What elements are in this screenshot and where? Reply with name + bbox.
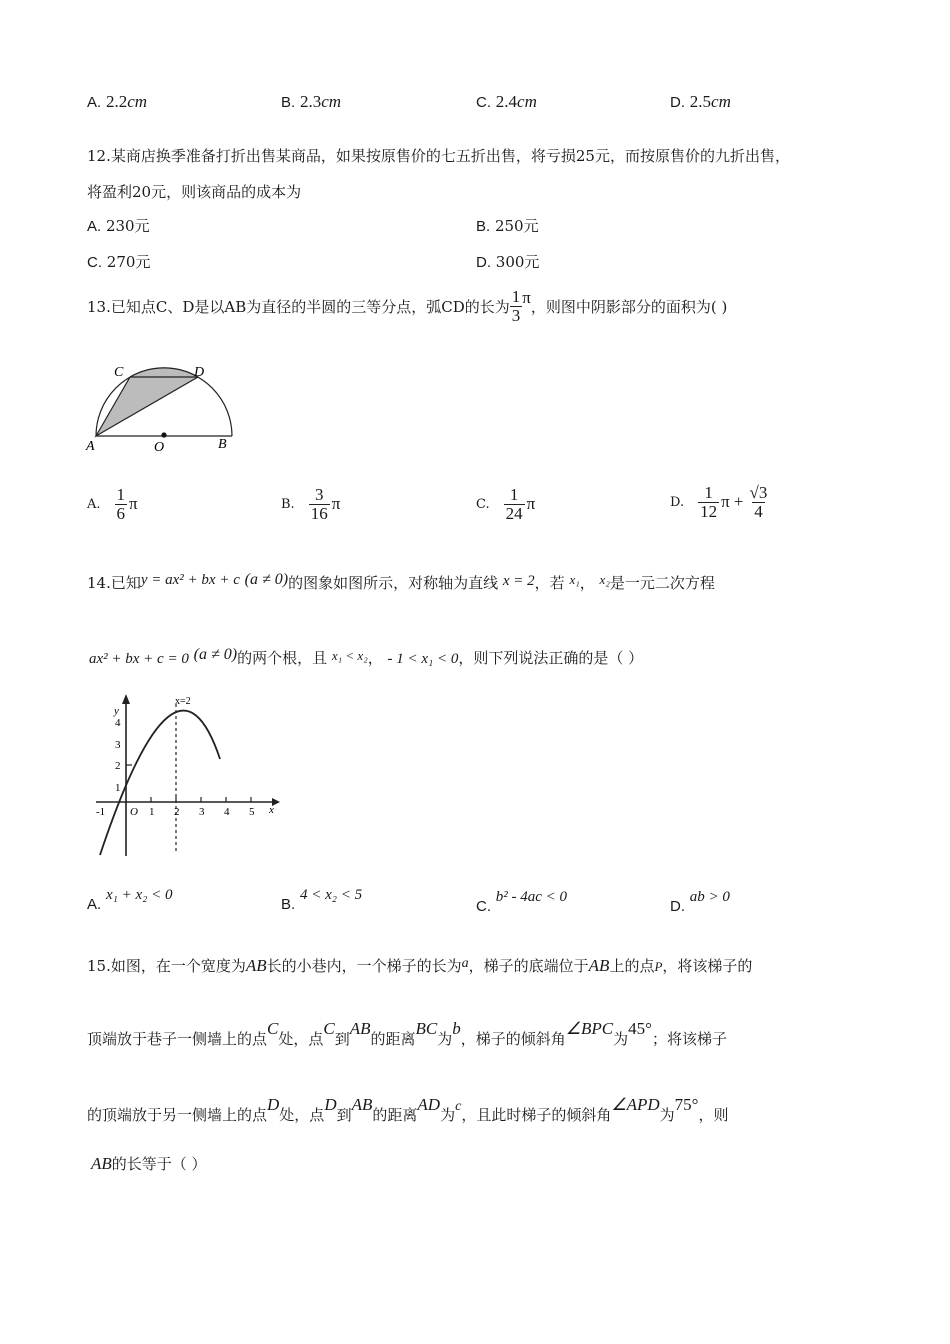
text: 为 <box>659 1106 675 1124</box>
text: ，梯子的底端位于 <box>468 957 589 975</box>
option-label: C. <box>87 254 102 271</box>
option-tail: π <box>129 494 138 514</box>
option-unit: cm <box>321 92 342 111</box>
math: P <box>654 959 663 974</box>
q13-text-before: 13.已知点C、D是以AB为直径的半圆的三等分点，弧CD的长为 <box>87 297 510 316</box>
option-label: D. <box>670 94 685 111</box>
q14-graph <box>92 692 282 862</box>
x-axis-label: x <box>269 804 274 816</box>
label-c: C <box>114 365 124 380</box>
q14-option-c <box>476 887 568 915</box>
frac-num: 3 <box>314 485 324 504</box>
frac-num: 1 <box>509 485 519 504</box>
option-label: D. <box>670 898 685 915</box>
y-tick-label: 3 <box>115 739 121 751</box>
text: 顶端放于巷子一侧墙上的点 <box>87 1030 268 1048</box>
option-text: 230元 <box>105 217 150 235</box>
text: 到 <box>334 1030 350 1048</box>
text: ，则 <box>698 1106 729 1124</box>
math: AB <box>349 1019 371 1038</box>
math: C <box>323 1019 335 1038</box>
math: BC <box>415 1019 438 1038</box>
text: ，将该梯子的 <box>662 957 753 975</box>
math: AB <box>588 956 610 975</box>
option-label: B. <box>281 896 296 913</box>
q14-mid: 的图象如图所示，对称轴为直线 <box>288 574 499 592</box>
frac-den: 3 <box>511 305 521 325</box>
text: 长的小巷内，一个梯子的长为 <box>266 957 462 975</box>
q15-line1 <box>87 955 752 976</box>
option-fraction <box>504 486 525 523</box>
x-tick-label: 4 <box>224 806 230 818</box>
label-o: O <box>154 440 165 454</box>
text: 到 <box>336 1106 352 1124</box>
q12-option-a <box>87 215 150 236</box>
q11-option-a <box>87 92 147 112</box>
y-tick-label: 4 <box>115 717 121 729</box>
text: 上的点 <box>609 957 655 975</box>
option-label: C. <box>476 496 490 512</box>
q14-x1: x₁ <box>569 572 580 587</box>
option-tail: π <box>331 494 341 514</box>
option-fraction <box>698 484 719 521</box>
frac-den: 12 <box>700 501 718 521</box>
y-tick-label: 2 <box>115 760 121 772</box>
option-text: 250元 <box>494 217 539 235</box>
option-label: A. <box>87 896 102 913</box>
x-tick-label: O <box>130 806 138 818</box>
option-text: 270元 <box>106 253 151 271</box>
pi-symbol: π <box>522 288 531 308</box>
q12-option-c <box>87 251 150 272</box>
option-fraction <box>309 486 330 523</box>
math: D <box>267 1095 280 1114</box>
q13-option-b <box>281 486 340 523</box>
q12-line1: 12.某商店换季准备打折出售某商品，如果按原售价的七五折出售，将亏损25元，而按原售价的九折出售， <box>87 147 790 165</box>
q14-axis: x = 2 <box>502 573 535 589</box>
x-tick-label: 1 <box>149 806 155 818</box>
q13-option-d <box>670 484 769 521</box>
frac-den: 6 <box>116 503 126 523</box>
text: 的顶端放于另一侧墙上的点 <box>87 1106 268 1124</box>
math: 75° <box>674 1095 699 1114</box>
math: a <box>461 956 469 971</box>
text: 处，点 <box>279 1106 325 1124</box>
x-tick-label: 5 <box>249 806 255 818</box>
option-unit: cm <box>517 92 537 111</box>
option-label: D. <box>670 494 685 510</box>
x-tick-label: 3 <box>199 806 205 818</box>
option-value: 2.4 <box>495 92 518 111</box>
option-expr: b² - 4ac < 0 <box>495 889 568 905</box>
q14-cond: (a ≠ 0) <box>244 571 289 588</box>
q11-option-c <box>476 92 537 112</box>
text: 的距离 <box>370 1030 416 1048</box>
label-d: D <box>194 365 205 380</box>
option-value: 2.3 <box>299 92 322 111</box>
q15-line3 <box>87 1095 729 1125</box>
frac-num: 1 <box>511 287 521 306</box>
math: AD <box>417 1095 441 1114</box>
q14-ineq2: - 1 < x₁ < 0 <box>387 651 459 667</box>
text: 处，点 <box>278 1030 324 1048</box>
q14-line2 <box>89 647 643 668</box>
q13-text-after: ，则图中阴影部分的面积为( ) <box>530 297 728 316</box>
q13-figure <box>84 364 244 454</box>
q14-tail1: 是一元二次方程 <box>609 574 715 592</box>
q13-stem <box>87 288 727 325</box>
q14-option-d <box>670 887 730 915</box>
q14-ruo: ，若 <box>534 574 565 592</box>
option-label: C. <box>476 898 491 915</box>
q14-mid2: 的两个根，且 <box>237 649 328 667</box>
q14-cond2: (a ≠ 0) <box>193 646 238 663</box>
text: 为 <box>613 1030 629 1048</box>
text: ，梯子的倾斜角 <box>460 1030 566 1048</box>
q13-option-c <box>476 486 535 523</box>
q12-line2: 将盈利20元，则该商品的成本为 <box>87 183 302 201</box>
q11-option-b <box>281 92 341 112</box>
q12-option-b <box>476 215 539 236</box>
frac-den: 4 <box>754 501 763 521</box>
math: AB <box>91 1154 112 1173</box>
option-unit: cm <box>127 92 148 111</box>
option-label: C. <box>476 94 491 111</box>
shaded-region <box>96 368 198 436</box>
math: D <box>324 1095 337 1114</box>
q14-ineq1: x₁ < x₂ <box>331 648 368 663</box>
frac-den: 24 <box>505 503 523 523</box>
option-expr: ab > 0 <box>689 889 730 905</box>
x-tick-label: -1 <box>96 806 106 818</box>
option-fraction <box>115 486 128 523</box>
math: b <box>452 1019 461 1038</box>
text: 15.如图，在一个宽度为 <box>87 957 246 975</box>
math: AB <box>351 1095 373 1114</box>
q14-formula: y = ax² + bx + c <box>140 572 240 588</box>
text: 的长等于（ ） <box>111 1155 207 1173</box>
option-label: B. <box>281 94 296 111</box>
frac-num: 1 <box>116 485 126 504</box>
text: 为 <box>437 1030 453 1048</box>
frac-num: 1 <box>704 483 713 502</box>
label-b: B <box>218 437 227 452</box>
x-tick-label: 2 <box>174 806 180 818</box>
y-axis-label: y <box>114 705 119 717</box>
option-label: B. <box>281 496 295 512</box>
text: ，且此时梯子的倾斜角 <box>461 1106 612 1124</box>
axis-label-x2: x=2 <box>175 696 191 707</box>
option-value: 2.5 <box>689 92 712 111</box>
option-fraction-2 <box>748 484 770 521</box>
q13-option-a <box>87 486 138 523</box>
math: ∠APD <box>611 1095 660 1114</box>
q14-prefix: 14.已知 <box>87 574 141 592</box>
math: c <box>455 1099 462 1114</box>
q15-line2 <box>87 1019 727 1049</box>
option-label: D. <box>476 254 491 271</box>
q14-option-b <box>281 885 363 913</box>
text: 为 <box>440 1106 456 1124</box>
option-value: 2.2 <box>105 92 128 111</box>
q14-comma2: ， <box>367 649 383 667</box>
q14-x2: x₂ <box>599 572 610 587</box>
option-label: A. <box>87 94 102 111</box>
math: 45° <box>628 1019 652 1038</box>
center-point <box>161 432 166 437</box>
q15-line4 <box>91 1153 207 1174</box>
y-tick-label: 1 <box>115 782 121 794</box>
option-expr: x₁ + x₂ < 0 <box>105 887 173 903</box>
text: ；将该梯子 <box>651 1030 727 1048</box>
frac-den: 16 <box>310 503 328 523</box>
math: ∠BPC <box>565 1019 614 1038</box>
option-label: A. <box>87 496 101 512</box>
option-unit: cm <box>711 92 731 111</box>
q14-comma: ， <box>579 574 595 592</box>
q13-fraction <box>510 288 523 325</box>
option-tail: π + <box>721 492 744 512</box>
option-text: 300元 <box>495 253 540 271</box>
option-tail: π <box>526 494 536 514</box>
y-arrow-icon <box>122 694 130 704</box>
frac-num: √3 <box>749 483 768 502</box>
math: AB <box>245 956 267 975</box>
q14-line1 <box>87 572 715 593</box>
q14-option-a <box>87 885 173 913</box>
text: 的距离 <box>372 1106 418 1124</box>
label-a: A <box>86 439 95 454</box>
option-label: A. <box>87 218 102 235</box>
q14-equation: ax² + bx + c = 0 <box>89 651 189 667</box>
q11-option-d <box>670 92 731 112</box>
option-expr: 4 < x₂ < 5 <box>299 887 363 903</box>
math: C <box>267 1019 279 1038</box>
q14-tail2: ，则下列说法正确的是（ ） <box>458 649 644 667</box>
option-label: B. <box>476 218 491 235</box>
q12-option-d <box>476 251 539 272</box>
